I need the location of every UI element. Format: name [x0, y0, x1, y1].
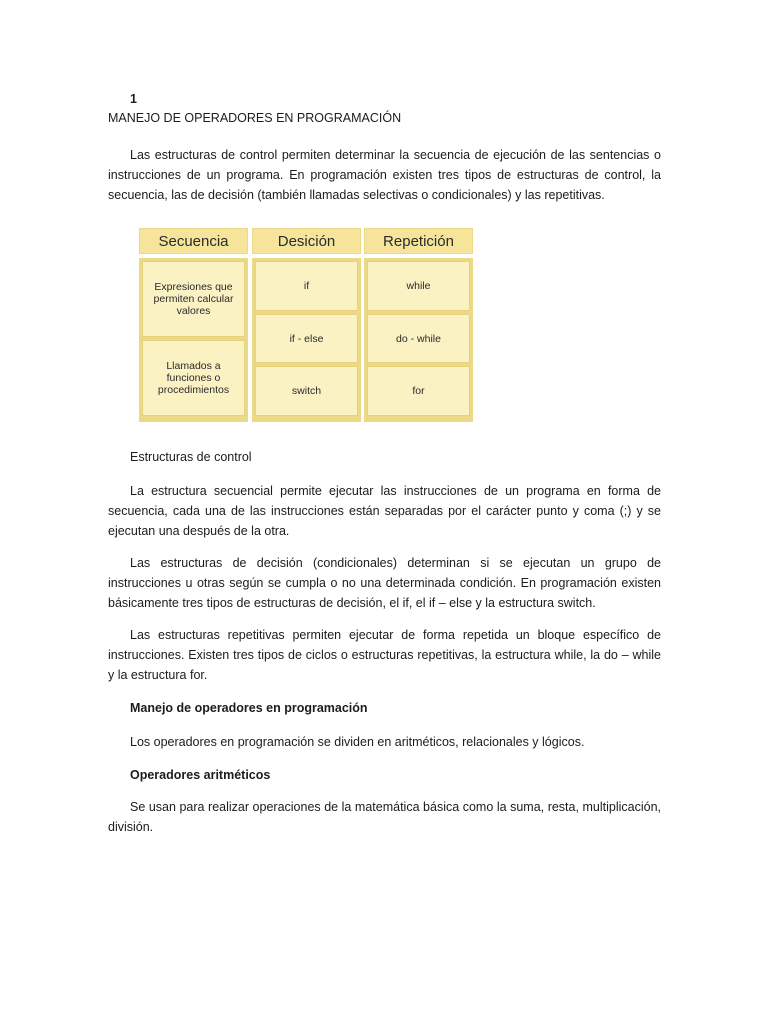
cell-decision-1: if — [255, 261, 358, 311]
subheading-block — [108, 765, 661, 785]
header-secuencia: Secuencia — [139, 228, 248, 254]
section-text-block — [108, 732, 661, 752]
paragraph-block-3 — [108, 625, 661, 685]
intro-paragraph: Las estructuras de control permiten determinar la secuencia de ejecución de las sentencias o instrucciones de un programa. En programación existen tres tipos de estructuras de control, la secuencia, las de decisión (también llamadas selectivas o condicionales) y las repetitivas. — [108, 148, 661, 202]
subtext-block — [108, 797, 661, 837]
subtext: Se usan para realizar operaciones de la matemática básica como la suma, resta, multiplicación, división. — [108, 800, 661, 834]
paragraph-decision: Las estructuras de decisión (condicionales) determinan si se ejecutan un grupo de instrucciones u otras según se cumpla o no una determinada condición. En programación existen básicamente tres tipos de estructuras de decisión, el if, el if – else y la estructura switch. — [108, 556, 661, 610]
paragraph-repetitivas: Las estructuras repetitivas permiten ejecutar de forma repetida un bloque específico de instrucciones. Existen tres tipos de ciclos o estructuras repetitivas, la estructura while, la do – while y la estructura for. — [108, 628, 661, 682]
section-heading: Manejo de operadores en programación — [130, 701, 368, 715]
cell-decision-3: switch — [255, 366, 358, 416]
body-decision — [252, 258, 361, 422]
body-repeticion — [364, 258, 473, 422]
paragraph-block-1 — [108, 481, 661, 541]
paragraph-secuencial: La estructura secuencial permite ejecutar las instrucciones de un programa en forma de secuencia, cada una de las instrucciones están separadas por el carácter punto y coma (;) y se ejecutan una después de la otra. — [108, 484, 661, 538]
caption-block — [108, 447, 661, 467]
document-title: MANEJO DE OPERADORES EN PROGRAMACIÓN — [108, 111, 402, 125]
section-text: Los operadores en programación se dividen en aritméticos, relacionales y lógicos. — [130, 735, 585, 749]
cell-secuencia-2: Llamados a funciones o procedimientos — [142, 340, 245, 416]
cell-repeticion-3: for — [367, 366, 470, 416]
body-secuencia — [139, 258, 248, 422]
control-structures-figure — [139, 228, 473, 422]
section-heading-block — [108, 698, 661, 718]
header-repeticion: Repetición — [364, 228, 473, 254]
cell-secuencia-1: Expresiones que permiten calcular valores — [142, 261, 245, 337]
cell-decision-2: if - else — [255, 314, 358, 363]
column-secuencia — [139, 228, 248, 422]
column-decision — [252, 228, 361, 422]
subheading: Operadores aritméticos — [130, 768, 271, 782]
intro-paragraph-block — [108, 145, 661, 205]
paragraph-block-2 — [108, 553, 661, 613]
column-repeticion — [364, 228, 473, 422]
figure-caption: Estructuras de control — [130, 450, 252, 464]
header-decision: Desición — [252, 228, 361, 254]
page-number: 1 — [130, 92, 137, 106]
cell-repeticion-2: do - while — [367, 314, 470, 363]
cell-repeticion-1: while — [367, 261, 470, 311]
